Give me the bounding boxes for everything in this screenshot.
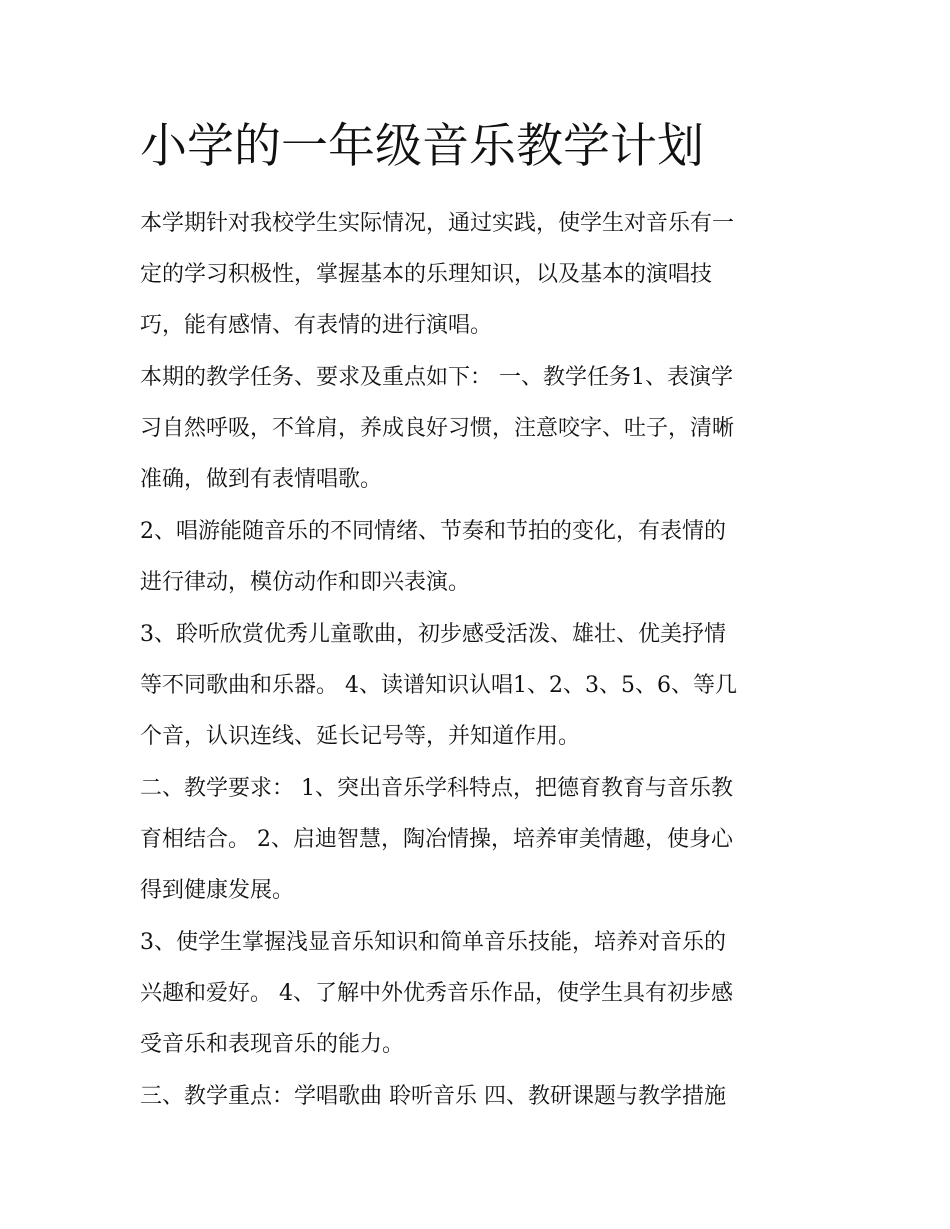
text-line: 三、教学重点：学唱歌曲 聆听音乐 四、教研课题与教学措施: [140, 1084, 726, 1109]
text-line: 进行律动，模仿动作和即兴表演。: [140, 570, 471, 595]
paragraph-task-2: [140, 506, 830, 608]
text-line: 本期的教学任务、要求及重点如下： 一、教学任务1、表演学: [140, 365, 733, 390]
text-line: 个音，认识连线、延长记号等，并知道作用。: [140, 724, 581, 749]
text-line: 巧，能有感情、有表情的进行演唱。: [140, 313, 493, 338]
text-line: 定的学习积极性，掌握基本的乐理知识，以及基本的演唱技: [140, 262, 713, 287]
text-line: 育相结合。 2、启迪智慧，陶冶情操，培养审美情趣，使身心: [140, 827, 733, 852]
paragraph-requirements-3-4: [140, 917, 830, 1070]
text-line: 2、唱游能随音乐的不同情绪、节奏和节拍的变化，有表情的: [140, 519, 726, 544]
text-line: 得到健康发展。: [140, 878, 295, 903]
paragraph-requirements: [140, 763, 830, 916]
text-line: 等不同歌曲和乐器。 4、读谱知识认唱1、2、3、5、6、等几: [140, 673, 737, 698]
text-line: 习自然呼吸，不耸肩，养成良好习惯，注意咬字、吐子，清晰: [140, 416, 735, 441]
text-line: 3、使学生掌握浅显音乐知识和简单音乐技能，培养对音乐的: [140, 930, 726, 955]
text-line: 二、教学要求： 1、突出音乐学科特点，把德育教育与音乐教: [140, 776, 733, 801]
document-title: 小学的一年级音乐教学计划: [140, 119, 704, 174]
paragraph-task-3-4: [140, 609, 830, 762]
text-line: 兴趣和爱好。 4、了解中外优秀音乐作品，使学生具有初步感: [140, 981, 733, 1006]
paragraph-tasks: [140, 352, 830, 505]
text-line: 本学期针对我校学生实际情况，通过实践，使学生对音乐有一: [140, 211, 735, 236]
text-line: 3、聆听欣赏优秀儿童歌曲，初步感受活泼、雄壮、优美抒情: [140, 622, 726, 647]
paragraph-key-points: [140, 1071, 830, 1122]
text-line: 准确，做到有表情唱歌。: [140, 467, 383, 492]
text-line: 受音乐和表现音乐的能力。: [140, 1032, 405, 1057]
paragraph-intro: [140, 198, 830, 351]
document-body: [140, 198, 830, 1123]
